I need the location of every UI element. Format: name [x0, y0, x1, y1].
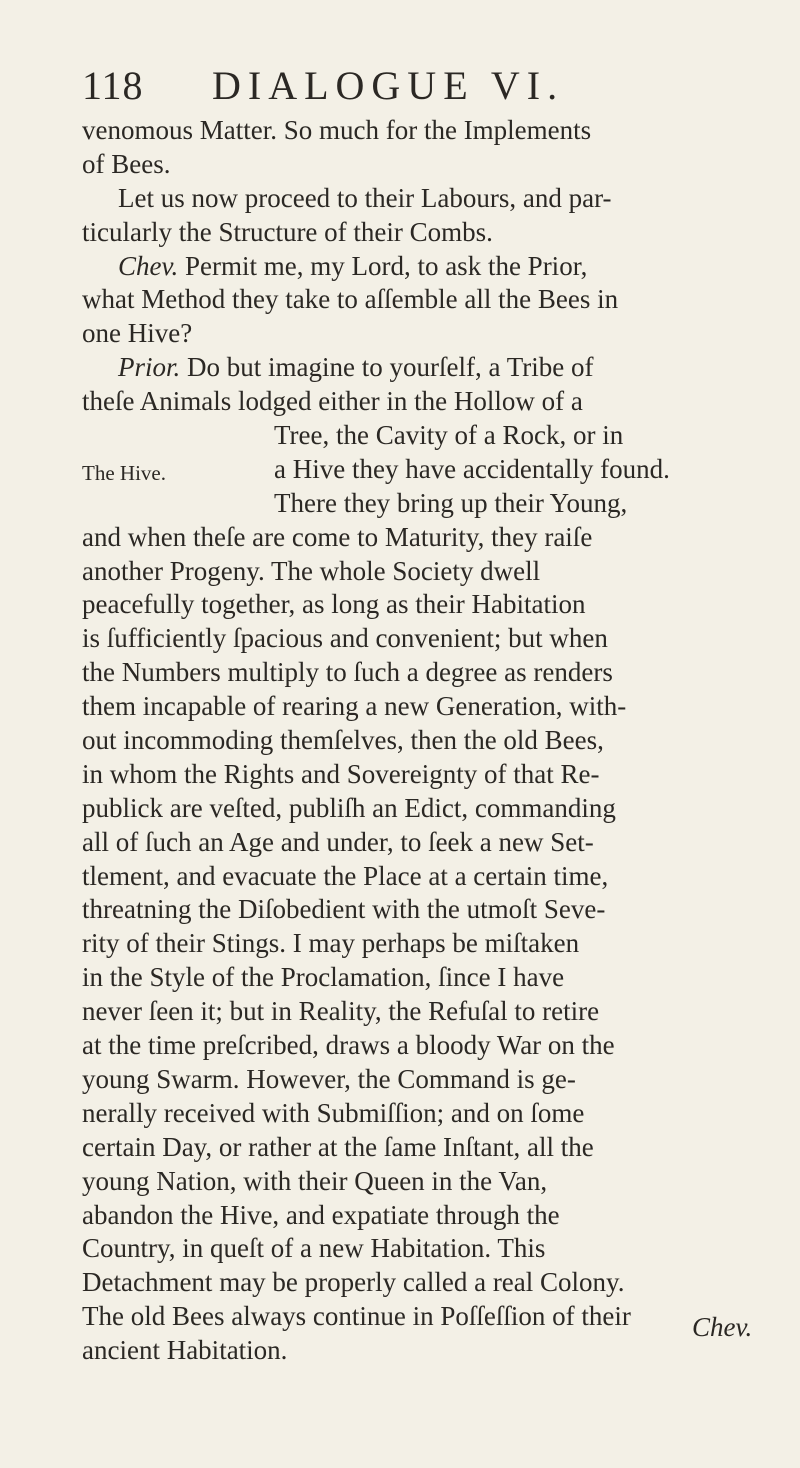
text-line	[82, 250, 772, 284]
speech-text: Do but imagine to yourſelf, a Tribe of	[187, 352, 594, 383]
text-line: Tree, the Cavity of a Rock, or in	[274, 420, 624, 451]
text-line: peacefully together, as long as their Habitation	[82, 589, 586, 620]
speaker-prior: Prior.	[118, 352, 181, 383]
text-line: Country, in queſt of a new Habitation. This	[82, 1233, 546, 1264]
text-line: another Progeny. The whole Society dwell	[82, 555, 541, 586]
running-head: DIALOGUE VI.	[212, 63, 565, 108]
text-line	[82, 453, 772, 487]
text-line: Let us now proceed to their Labours, and par-	[118, 182, 612, 213]
text-line	[82, 351, 772, 385]
text-line: at the time preſcribed, draws a bloody War on the	[82, 1030, 615, 1061]
text-line: young Swarm. However, the Command is ge-	[82, 1063, 576, 1094]
speaker-chev: Chev.	[118, 250, 179, 281]
text-line: young Nation, with their Queen in the Van,	[82, 1165, 548, 1196]
text-line: is ſufficiently ſpacious and convenient; but when	[82, 623, 608, 654]
text-line: tlement, and evacuate the Place at a certain time,	[82, 860, 609, 891]
text-line: in whom the Rights and Sovereignty of that Re-	[82, 758, 600, 789]
text-line: of Bees.	[82, 148, 171, 179]
text-line: nerally received with Submiſſion; and on ſome	[82, 1097, 585, 1128]
text-line: and when theſe are come to Maturity, they raiſe	[82, 521, 593, 552]
text-line: The old Bees always continue in Poſſeſſion of their	[82, 1301, 631, 1332]
text-line: There they bring up their Young,	[274, 487, 628, 518]
text-line: all of ſuch an Age and under, to ſeek a new Set-	[82, 826, 594, 857]
catchword: Chev.	[692, 1312, 753, 1342]
text-line: rity of their Stings. I may perhaps be miſtaken	[82, 928, 580, 959]
page-number: 118	[82, 63, 144, 108]
text-line: out incommoding themſelves, then the old Bees,	[82, 725, 604, 756]
text-line: abandon the Hive, and expatiate through the	[82, 1199, 560, 1230]
body-text	[82, 114, 772, 1368]
text-line: publick are veſted, publiſh an Edict, commanding	[82, 792, 616, 823]
text-line: ticularly the Structure of their Combs.	[82, 216, 493, 247]
text-line: the Numbers multiply to ſuch a degree as renders	[82, 657, 613, 688]
speech-text: Permit me, my Lord, to ask the Prior,	[184, 250, 588, 281]
margin-note: The Hive.	[82, 460, 166, 485]
text-line: what Method they take to aſſemble all the Bees in	[82, 284, 619, 315]
page-header	[82, 62, 772, 112]
text-line: theſe Animals lodged either in the Hollow of a	[82, 386, 583, 417]
text-line: venomous Matter. So much for the Implements	[82, 115, 592, 145]
text-line: Detachment may be properly called a real Colony.	[82, 1267, 625, 1298]
text-line: ancient Habitation.	[82, 1335, 288, 1366]
text-line: them incapable of rearing a new Generation, with-	[82, 691, 627, 722]
text-line: one Hive?	[82, 318, 193, 349]
text-line-content: a Hive they have accidentally found.	[274, 453, 670, 484]
text-line: never ſeen it; but in Reality, the Refuſal to retire	[82, 996, 600, 1027]
text-line: in the Style of the Proclamation, ſince I have	[82, 962, 565, 993]
text-line: threatning the Diſobedient with the utmoſt Seve-	[82, 894, 606, 925]
text-line: certain Day, or rather at the ſame Inſtant, all the	[82, 1131, 594, 1162]
